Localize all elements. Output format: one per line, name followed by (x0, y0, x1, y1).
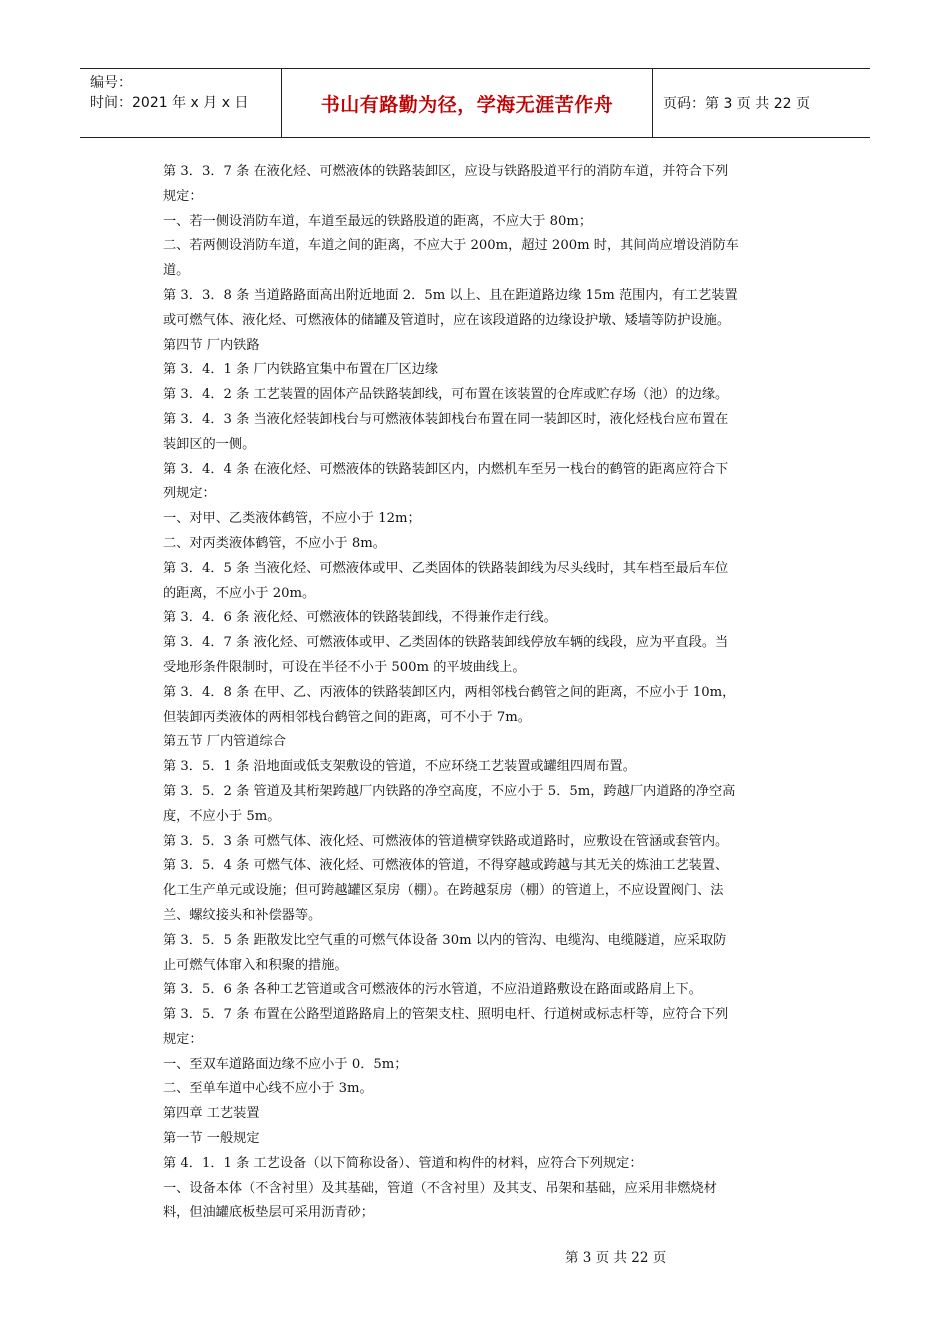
text-line: 第 3．5．6 条 各种工艺管道或含可燃液体的污水管道，不应沿道路敷设在路面或路肩上下。 (163, 982, 702, 998)
header-motto-cell (282, 69, 653, 137)
header-page-info (653, 69, 870, 137)
text-line: 一、至双车道路面边缘不应小于 0．5m； (163, 1056, 408, 1072)
text-line: 二、对丙类液体鹤管，不应小于 8m。 (163, 535, 386, 551)
text-line: 第 3．4．6 条 液化烃、可燃液体的铁路装卸线，不得兼作走行线。 (163, 610, 557, 626)
text-line: 第 3．5．4 条 可燃气体、液化烃、可燃液体的管道，不得穿越或跨越与其无关的炼油工艺装置、 (163, 858, 729, 874)
text-line: 第 3．5．5 条 距散发比空气重的可燃气体设备 30m 以内的管沟、电缆沟、电缆隧道，应采取防 (163, 932, 727, 948)
text-line: 第 3．3．7 条 在液化烃、可燃液体的铁路装卸区，应设与铁路股道平行的消防车道，并符合下列 (163, 164, 729, 179)
text-line: 化工生产单元或设施；但可跨越罐区泵房（棚）。在跨越泵房（棚）的管道上，不应设置阀门、法 (163, 883, 724, 899)
text-line: 第一节 一般规定 (163, 1131, 260, 1147)
text-line: 度，不应小于 5m。 (163, 808, 281, 824)
text-line: 第 3．4．3 条 当液化烃装卸栈台与可燃液体装卸栈台布置在同一装卸区时，液化烃栈台应布置在 (163, 411, 729, 427)
text-line: 第 3．5．1 条 沿地面或低支架敷设的管道，不应环绕工艺装置或罐组四周布置。 (163, 759, 636, 775)
text-line: 料，但油罐底板垫层可采用沥青砂； (163, 1205, 374, 1221)
text-line: 二、若两侧设消防车道，车道之间的距离，不应大于 200m，超过 200m 时，其间尚应增设消防车 (163, 238, 739, 254)
text-line: 道。 (163, 263, 190, 279)
text-line: 或可燃气体、液化烃、可燃液体的储罐及管道时，应在该段道路的边缘设护墩、矮墙等防护设施。 (163, 312, 731, 328)
text-line: 二、至单车道中心线不应小于 3m。 (163, 1081, 373, 1097)
text-line: 受地形条件限制时，可设在半径不小于 500m 的平坡曲线上。 (163, 659, 526, 675)
text-line: 第 3．3．8 条 当道路路面高出附近地面 2．5m 以上、且在距道路边缘 15m 范围内，有工艺装置 (163, 287, 738, 303)
text-line: 一、若一侧设消防车道，车道至最远的铁路股道的距离，不应大于 80m； (163, 213, 593, 229)
text-line: 第四章 工艺装置 (163, 1106, 260, 1122)
text-line: 装卸区的一侧。 (163, 436, 256, 452)
text-line: 第五节 厂内管道综合 (163, 734, 286, 750)
time-label: 时间：2021 年 x 月 x 日 (90, 95, 249, 111)
text-line: 一、对甲、乙类液体鹤管，不应小于 12m； (163, 511, 421, 527)
text-line: 一、设备本体（不含衬里）及其基础，管道（不含衬里）及其支、吊架和基础，应采用非燃烧材 (163, 1180, 717, 1196)
text-line: 第 3．4．4 条 在液化烃、可燃液体的铁路装卸区内，内燃机车至另一栈台的鹤管的距离应符合下 (163, 461, 729, 477)
text-line: 兰、螺纹接头和补偿器等。 (163, 907, 322, 923)
document-body (163, 160, 793, 1226)
page-footer: 第 3 页 共 22 页 (565, 1250, 667, 1266)
text-line: 但装卸丙类液体的两相邻栈台鹤管之间的距离，可不小于 7m。 (163, 709, 531, 725)
text-line: 第 4．1．1 条 工艺设备（以下简称设备）、管道和构件的材料，应符合下列规定： (163, 1155, 643, 1171)
text-line: 第 3．4．1 条 厂内铁路宜集中布置在厂区边缘 (163, 362, 439, 378)
text-line: 第 3．4．2 条 工艺装置的固体产品铁路装卸线，可布置在该装置的仓库或贮存场（池）的边缘。 (163, 387, 729, 403)
text-line: 第 3．4．8 条 在甲、乙、丙液体的铁路装卸区内，两相邻栈台鹤管之间的距离，不应小于 10m， (163, 684, 736, 700)
text-line: 第 3．5．7 条 布置在公路型道路路肩上的管架支柱、照明电杆、行道树或标志杆等，应符合下列 (163, 1007, 729, 1023)
text-line: 第 3．4．5 条 当液化烃、可燃液体或甲、乙类固体的铁路装卸线为尽头线时，其车档至最后车位 (163, 560, 729, 576)
document-header (80, 68, 870, 138)
text-line: 第 3．5．3 条 可燃气体、液化烃、可燃液体的管道横穿铁路或道路时，应敷设在管涵或套管内。 (163, 833, 729, 849)
text-line: 规定： (163, 188, 203, 204)
text-line: 的距离，不应小于 20m。 (163, 585, 316, 601)
page-info-text: 页码：第 3 页 共 22 页 (663, 96, 810, 112)
header-meta (80, 69, 282, 137)
motto-text: 书山有路勤为径，学海无涯苦作舟 (320, 93, 614, 116)
text-line: 第 3．4．7 条 液化烃、可燃液体或甲、乙类固体的铁路装卸线停放车辆的线段，应为平直段。当 (163, 635, 729, 651)
text-line: 第 3．5．2 条 管道及其桁架跨越厂内铁路的净空高度，不应小于 5．5m，跨越厂内道路的净空高 (163, 783, 736, 799)
text-line: 规定： (163, 1031, 203, 1047)
text-line: 列规定： (163, 486, 216, 502)
text-line: 止可燃气体窜入和积聚的措施。 (163, 957, 348, 973)
number-label: 编号： (90, 75, 132, 91)
text-line: 第四节 厂内铁路 (163, 337, 260, 353)
